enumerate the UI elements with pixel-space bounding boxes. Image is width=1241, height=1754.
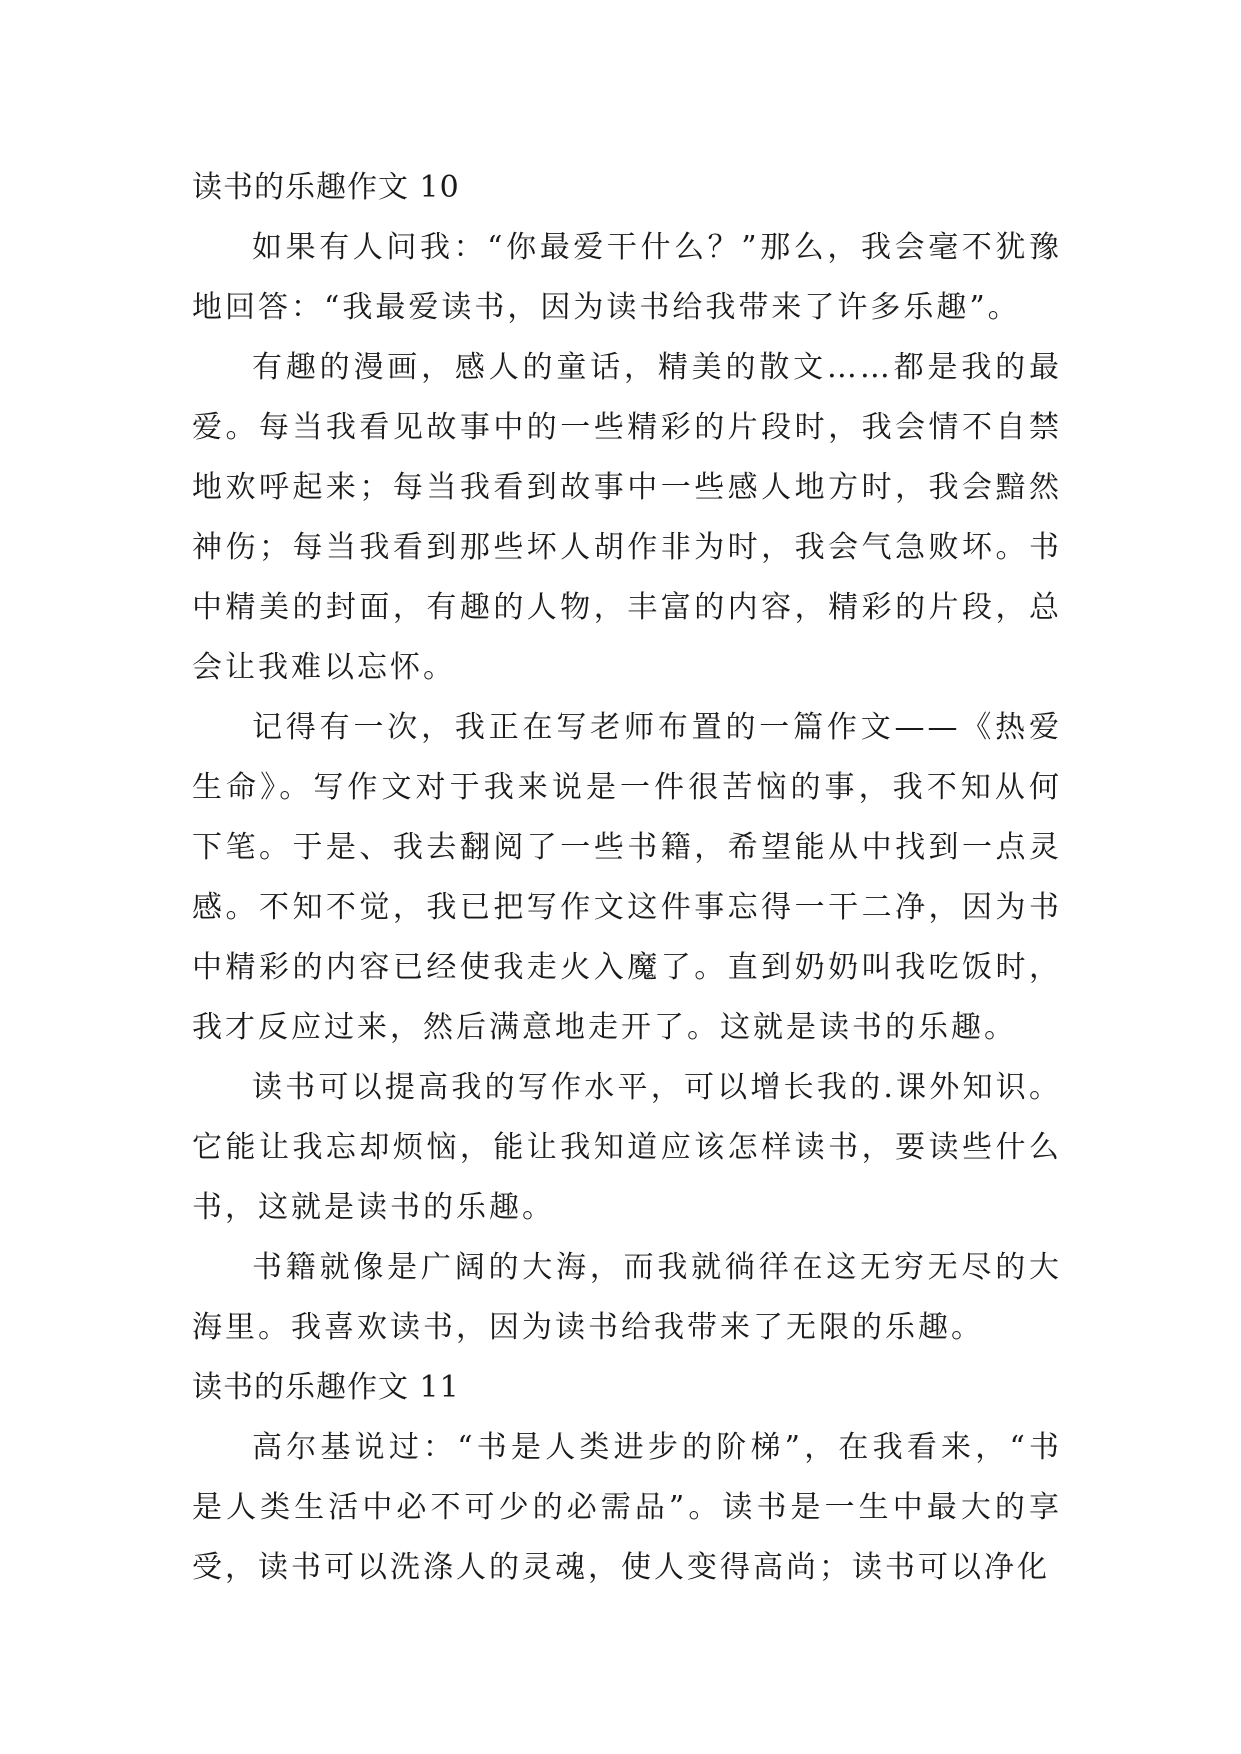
paragraph-10-3: 记得有一次，我正在写老师布置的一篇作文——《热爱生命》。写作文对于我来说是一件很苦恼的事，我不知从何下笔。于是、我去翻阅了一些书籍，希望能从中找到一点灵感。不知不觉，我已把写作文这件事忘得一干二净，因为书中精彩的内容已经使我走火入魔了。直到奶奶叫我吃饭时，我才反应过来，然后满意地走开了。这就是读书的乐趣。 — [192, 710, 1062, 1045]
paragraph-10-4: 读书可以提高我的写作水平，可以增长我的.课外知识。它能让我忘却烦恼，能让我知道应该怎样读书，要读些什么书，这就是读书的乐趣。 — [192, 1070, 1062, 1225]
essay-title-10: 读书的乐趣作文 10 — [192, 170, 460, 205]
document-page — [192, 158, 1062, 1598]
paragraph-11-1: 高尔基说过：“书是人类进步的阶梯”，在我看来，“书是人类生活中必不可少的必需品”。读书是一生中最大的享受，读书可以洗涤人的灵魂，使人变得高尚；读书可以净化 — [192, 1430, 1062, 1585]
essay-title-11: 读书的乐趣作文 11 — [192, 1370, 460, 1405]
paragraph-10-2: 有趣的漫画，感人的童话，精美的散文……都是我的最爱。每当我看见故事中的一些精彩的片段时，我会情不自禁地欢呼起来；每当我看到故事中一些感人地方时，我会黯然神伤；每当我看到那些坏人胡作非为时，我会气急败坏。书中精美的封面，有趣的人物，丰富的内容，精彩的片段，总会让我难以忘怀。 — [192, 350, 1062, 685]
paragraph-10-5: 书籍就像是广阔的大海，而我就徜徉在这无穷无尽的大海里。我喜欢读书，因为读书给我带来了无限的乐趣。 — [192, 1250, 1062, 1345]
paragraph-10-1: 如果有人问我：“你最爱干什么？”那么，我会毫不犹豫地回答：“我最爱读书，因为读书给我带来了许多乐趣”。 — [192, 230, 1062, 325]
